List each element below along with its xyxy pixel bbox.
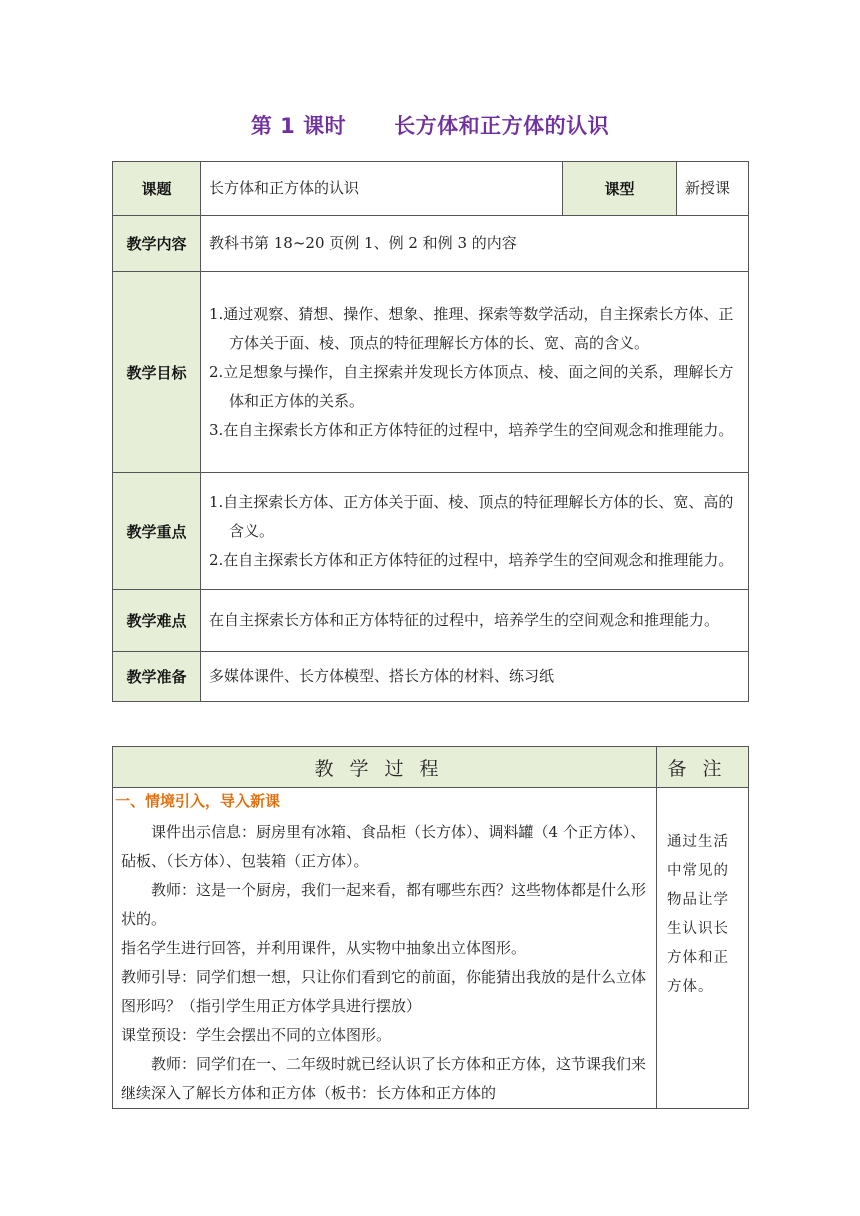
process-paragraph: 课堂预设：学生会摆出不同的立体图形。 — [121, 1026, 392, 1044]
process-content — [113, 788, 657, 1109]
teaching-process-table — [112, 746, 749, 1109]
process-paragraph: 教师：这是一个厨房，我们一起来看，都有哪些东西？这些物体都是什么形状的。 — [121, 881, 647, 928]
lesson-topic: 长方体和正方体的认识 — [394, 114, 610, 138]
process-paragraph: 教师引导：同学们想一想，只让你们看到它的前面，你能猜出我放的是什么立体图形吗？（指引学生用正方体学具进行摆放） — [121, 968, 647, 1015]
key-point-item: 2.在自主探索长方体和正方体特征的过程中，培养学生的空间观念和推理能力。 — [209, 550, 734, 569]
key-point-item: 1.自主探索长方体、正方体关于面、棱、顶点的特征理解长方体的长、宽、高的含义。 — [209, 492, 734, 540]
key-points-label: 教学重点 — [113, 473, 201, 590]
goal-item: 2.立足想象与操作，自主探索并发现长方体顶点、棱、面之间的关系，理解长方体和正方体的关系。 — [209, 362, 734, 410]
type-value: 新授课 — [677, 162, 749, 216]
note-content: 通过生活中常见的物品让学生认识长方体和正方体。 — [657, 788, 749, 1109]
process-paragraph: 指名学生进行回答，并利用课件，从实物中抽象出立体图形。 — [121, 939, 527, 957]
goal-item: 1.通过观察、猜想、操作、想象、推理、探索等数学活动，自主探索长方体、正方体关于面、棱、顶点的特征理解长方体的长、宽、高的含义。 — [209, 304, 734, 352]
goal-item: 3.在自主探索长方体和正方体特征的过程中，培养学生的空间观念和推理能力。 — [209, 420, 734, 439]
content-label: 教学内容 — [113, 216, 201, 272]
difficulty-value: 在自主探索长方体和正方体特征的过程中，培养学生的空间观念和推理能力。 — [201, 590, 749, 652]
content-value: 教科书第 18~20 页例 1、例 2 和例 3 的内容 — [201, 216, 749, 272]
preparation-value: 多媒体课件、长方体模型、搭长方体的材料、练习纸 — [201, 652, 749, 702]
goals-label: 教学目标 — [113, 272, 201, 473]
lesson-number: 第 1 课时 — [250, 114, 347, 138]
topic-value: 长方体和正方体的认识 — [201, 162, 563, 216]
process-paragraph: 课件出示信息：厨房里有冰箱、食品柜（长方体）、调料罐（4 个正方体）、砧板、（长方体）、包装箱（正方体）。 — [121, 823, 646, 870]
lesson-info-table — [112, 161, 749, 702]
difficulty-label: 教学难点 — [113, 590, 201, 652]
preparation-label: 教学准备 — [113, 652, 201, 702]
section-title: 一、情境引入，导入新课 — [115, 792, 281, 810]
process-header: 教学过程 — [113, 747, 657, 788]
lesson-title — [0, 110, 860, 140]
process-paragraph: 教师：同学们在一、二年级时就已经认识了长方体和正方体，这节课我们来继续深入了解长方体和正方体（板书：长方体和正方体的 — [121, 1055, 647, 1102]
type-label: 课型 — [563, 162, 677, 216]
topic-label: 课题 — [113, 162, 201, 216]
goals-list — [201, 272, 749, 473]
key-points-list — [201, 473, 749, 590]
notes-header: 备注 — [657, 747, 749, 788]
